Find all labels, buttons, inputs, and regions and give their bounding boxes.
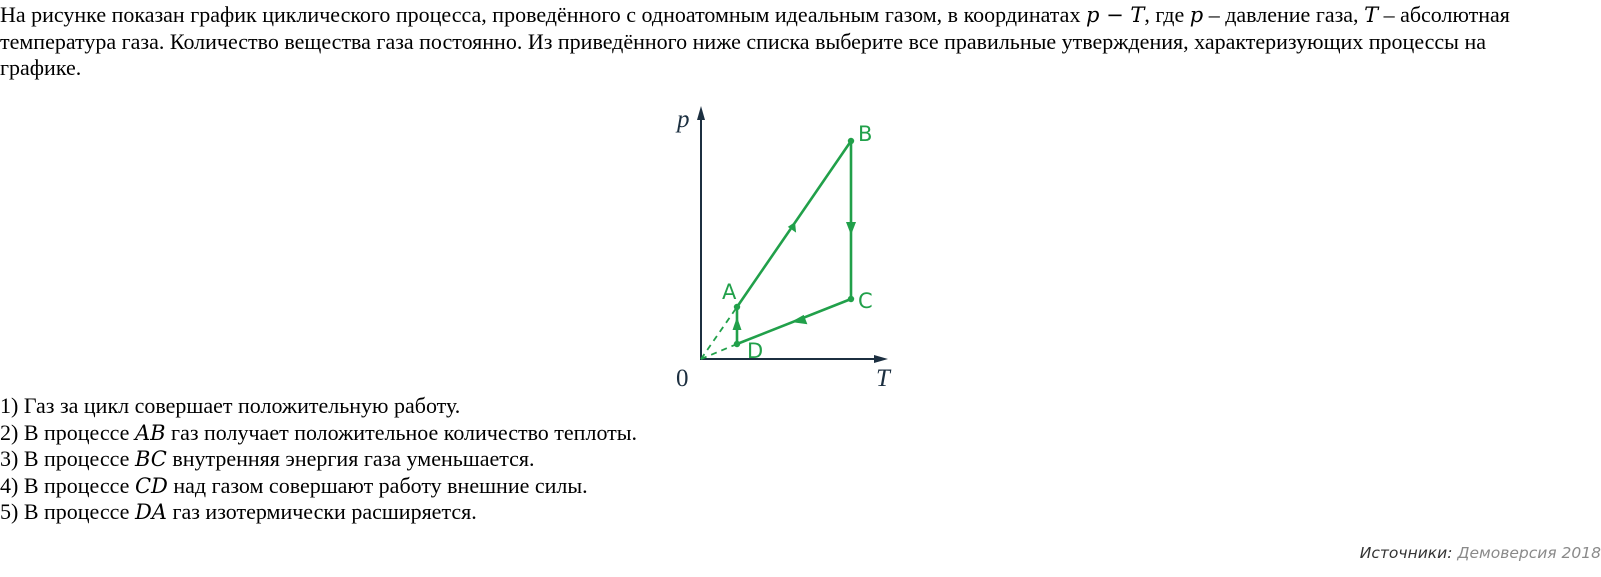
option-math: BC: [134, 447, 167, 471]
option-number: 5): [0, 499, 19, 524]
option-text-end: газ получает положительное количество теплоты.: [165, 419, 638, 445]
source-line: [1360, 544, 1601, 562]
option-math: CD: [134, 473, 168, 498]
source-label: Источники:: [1359, 544, 1453, 562]
option-3: [0, 446, 637, 473]
axis-label-p: p: [677, 106, 690, 133]
option-text: В процессе: [23, 499, 135, 524]
point-a: [734, 304, 740, 310]
answer-options: [0, 393, 637, 526]
option-4: [0, 473, 637, 500]
label-a: A: [722, 280, 737, 304]
intro-text-3: – давление газа,: [1203, 2, 1365, 27]
option-number: 2): [0, 419, 19, 445]
option-math: DA: [134, 500, 167, 524]
arrow-da: [733, 317, 742, 330]
option-text-end: газ изотермически расширяется.: [166, 499, 477, 524]
option-1: [0, 393, 637, 420]
arrow-bc: [846, 222, 856, 235]
source-link[interactable]: Демоверсия 2018: [1457, 544, 1601, 562]
label-d: D: [747, 339, 764, 363]
intro-text-4: – абсолютная температура газа. Количество вещества газа постоянно. Из приведённого ниже списка выберите все правильные утверждения, характеризующих процессы на графике.: [0, 2, 1510, 80]
origin-label: 0: [676, 365, 689, 392]
intro-math-p: p: [1189, 3, 1204, 27]
option-text: Газ за цикл совершает положительную работу.: [23, 393, 461, 418]
y-axis-arrow: [697, 106, 705, 120]
intro-text-2: , где: [1144, 2, 1190, 27]
option-5: [0, 499, 637, 526]
pt-diagram: [660, 98, 920, 398]
option-text-end: над газом совершают работу внешние силы.: [167, 472, 588, 498]
option-number: 1): [0, 393, 19, 418]
label-c: C: [858, 289, 873, 313]
option-text: В процессе: [23, 419, 135, 445]
option-math: AB: [134, 420, 166, 445]
dashed-line-origin-to-a: [701, 307, 737, 359]
option-text-end: внутренняя энергия газа уменьшается.: [166, 446, 535, 471]
point-c: [848, 296, 854, 302]
option-2: [0, 420, 637, 447]
option-number: 4): [0, 472, 19, 498]
dashed-line-origin-to-d: [701, 344, 737, 359]
point-d: [734, 341, 740, 347]
point-b: [848, 138, 854, 144]
axis-label-t: T: [876, 365, 890, 392]
problem-statement: [0, 2, 1560, 82]
option-text: В процессе: [23, 446, 135, 471]
option-number: 3): [0, 446, 19, 471]
x-axis-arrow: [874, 355, 888, 363]
intro-math-t: T: [1364, 3, 1379, 27]
intro-math-pt: p − T: [1085, 3, 1145, 27]
intro-text-1: На рисунке показан график циклического процесса, проведённого с одноатомным идеальным газом, в координатах: [0, 2, 1086, 27]
option-text: В процессе: [23, 472, 135, 498]
pt-diagram-svg: [660, 98, 920, 398]
label-b: B: [858, 122, 873, 146]
